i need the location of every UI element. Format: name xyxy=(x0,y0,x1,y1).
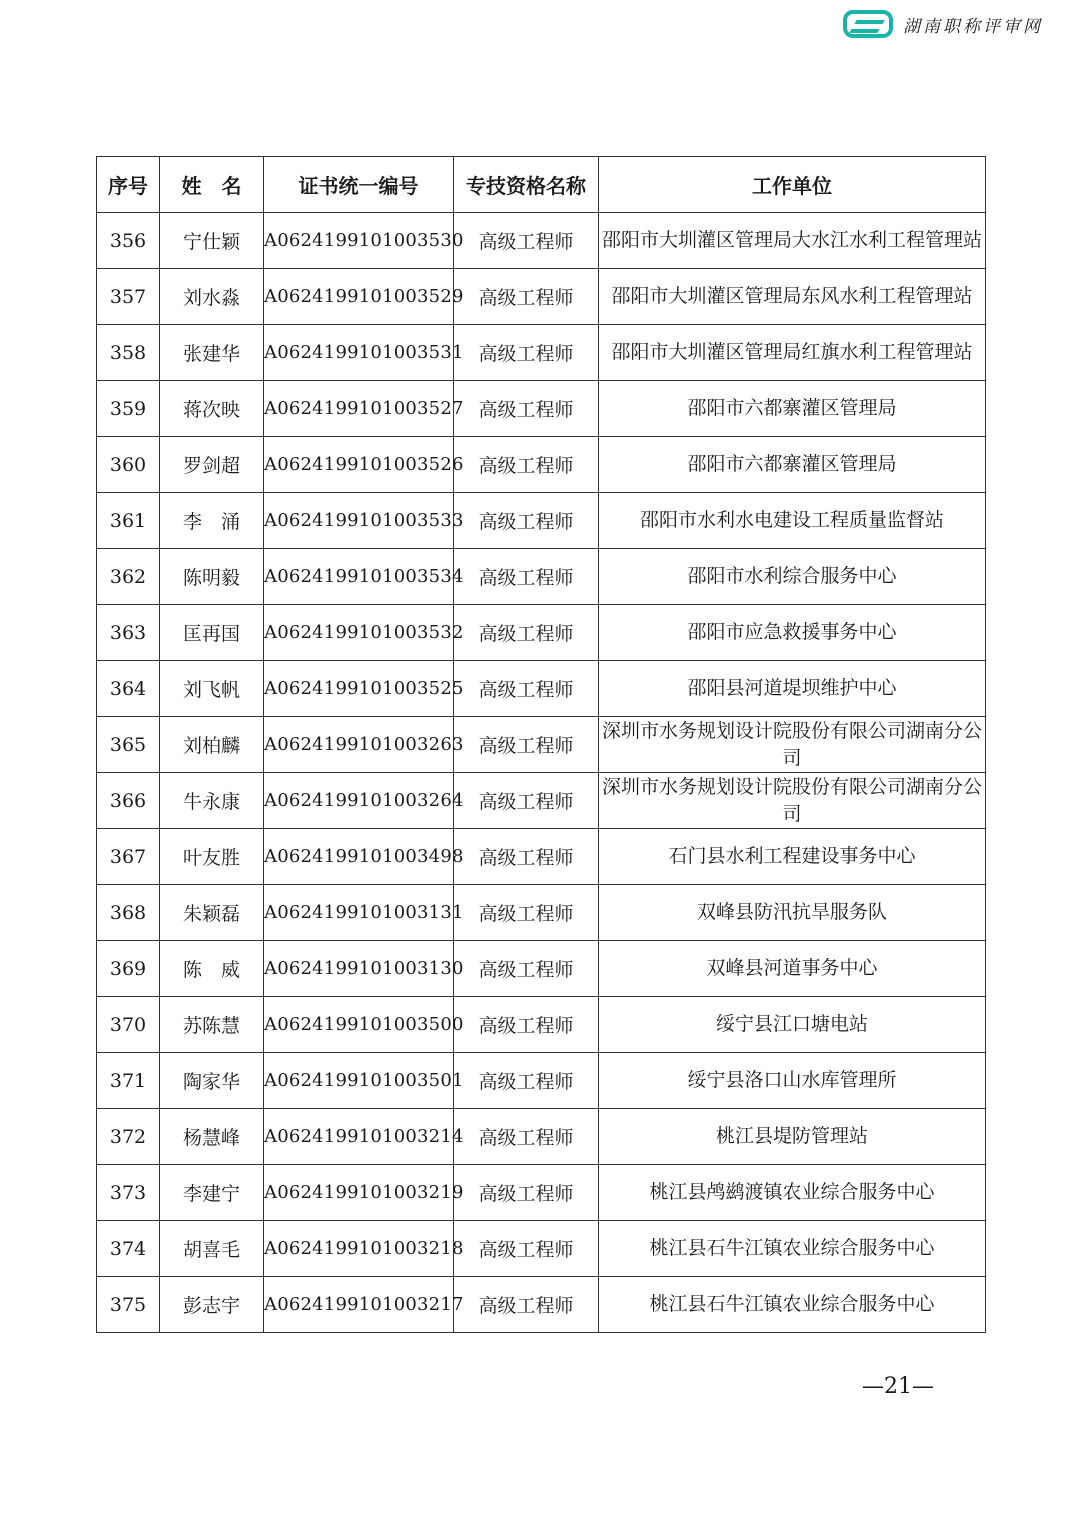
cell-cert-number: A0624199101003532 xyxy=(264,605,454,661)
logo-text: 湖南职称评审网 xyxy=(903,16,1043,37)
cell-name: 刘柏麟 xyxy=(160,717,264,773)
cell-name: 李建宁 xyxy=(160,1165,264,1221)
cell-cert-number: A0624199101003530 xyxy=(264,213,454,269)
cell-serial: 375 xyxy=(97,1277,160,1333)
cell-cert-number: A0624199101003529 xyxy=(264,269,454,325)
cell-qualification: 高级工程师 xyxy=(454,1221,599,1277)
table-row xyxy=(97,1221,986,1277)
cell-name: 宁仕颖 xyxy=(160,213,264,269)
cell-qualification: 高级工程师 xyxy=(454,773,599,829)
table-row xyxy=(97,437,986,493)
cell-serial: 370 xyxy=(97,997,160,1053)
cell-work-unit: 邵阳市水利水电建设工程质量监督站 xyxy=(599,493,986,549)
cell-work-unit: 深圳市水务规划设计院股份有限公司湖南分公司 xyxy=(599,773,986,829)
cell-serial: 362 xyxy=(97,549,160,605)
page-number: —21— xyxy=(862,1374,934,1399)
cell-work-unit: 邵阳市六都寨灌区管理局 xyxy=(599,381,986,437)
cell-work-unit: 邵阳市大圳灌区管理局大水江水利工程管理站 xyxy=(599,213,986,269)
cell-serial: 360 xyxy=(97,437,160,493)
table-row xyxy=(97,213,986,269)
cell-serial: 369 xyxy=(97,941,160,997)
table-row xyxy=(97,493,986,549)
cell-work-unit: 邵阳市大圳灌区管理局东风水利工程管理站 xyxy=(599,269,986,325)
cell-work-unit: 邵阳市水利综合服务中心 xyxy=(599,549,986,605)
cell-cert-number: A0624199101003531 xyxy=(264,325,454,381)
cell-name: 匡再国 xyxy=(160,605,264,661)
table-row xyxy=(97,549,986,605)
cell-work-unit: 邵阳县河道堤坝维护中心 xyxy=(599,661,986,717)
cell-work-unit: 双峰县防汛抗旱服务队 xyxy=(599,885,986,941)
table-row xyxy=(97,773,986,829)
cell-serial: 367 xyxy=(97,829,160,885)
cell-qualification: 高级工程师 xyxy=(454,1165,599,1221)
header-name: 姓 名 xyxy=(160,157,264,213)
cell-work-unit: 桃江县堤防管理站 xyxy=(599,1109,986,1165)
cell-work-unit: 绥宁县洛口山水库管理所 xyxy=(599,1053,986,1109)
cell-work-unit: 双峰县河道事务中心 xyxy=(599,941,986,997)
cell-name: 刘飞帆 xyxy=(160,661,264,717)
cell-qualification: 高级工程师 xyxy=(454,381,599,437)
site-logo xyxy=(843,8,1043,40)
table-header-row xyxy=(97,157,986,213)
table-row xyxy=(97,381,986,437)
cell-work-unit: 桃江县石牛江镇农业综合服务中心 xyxy=(599,1277,986,1333)
cell-work-unit: 邵阳市六都寨灌区管理局 xyxy=(599,437,986,493)
cell-cert-number: A0624199101003498 xyxy=(264,829,454,885)
header-qualification: 专技资格名称 xyxy=(454,157,599,213)
cell-cert-number: A0624199101003534 xyxy=(264,549,454,605)
cell-qualification: 高级工程师 xyxy=(454,325,599,381)
cell-name: 杨慧峰 xyxy=(160,1109,264,1165)
cell-cert-number: A0624199101003264 xyxy=(264,773,454,829)
cell-qualification: 高级工程师 xyxy=(454,1109,599,1165)
header-cert-number: 证书统一编号 xyxy=(264,157,454,213)
cell-qualification: 高级工程师 xyxy=(454,549,599,605)
table-body xyxy=(97,213,986,1333)
cell-work-unit: 绥宁县江口塘电站 xyxy=(599,997,986,1053)
cell-cert-number: A0624199101003131 xyxy=(264,885,454,941)
cell-qualification: 高级工程师 xyxy=(454,941,599,997)
cell-qualification: 高级工程师 xyxy=(454,493,599,549)
table-row xyxy=(97,1277,986,1333)
table-row xyxy=(97,997,986,1053)
cell-qualification: 高级工程师 xyxy=(454,829,599,885)
cell-work-unit: 邵阳市应急救援事务中心 xyxy=(599,605,986,661)
cell-serial: 373 xyxy=(97,1165,160,1221)
cell-serial: 364 xyxy=(97,661,160,717)
cell-qualification: 高级工程师 xyxy=(454,269,599,325)
cell-name: 陶家华 xyxy=(160,1053,264,1109)
cell-work-unit: 石门县水利工程建设事务中心 xyxy=(599,829,986,885)
cell-qualification: 高级工程师 xyxy=(454,1053,599,1109)
table-row xyxy=(97,885,986,941)
table-row xyxy=(97,1109,986,1165)
cell-cert-number: A0624199101003219 xyxy=(264,1165,454,1221)
cell-name: 苏陈慧 xyxy=(160,997,264,1053)
cell-cert-number: A0624199101003263 xyxy=(264,717,454,773)
table-row xyxy=(97,605,986,661)
cell-name: 朱颖磊 xyxy=(160,885,264,941)
cell-name: 李 涌 xyxy=(160,493,264,549)
cell-serial: 368 xyxy=(97,885,160,941)
table-row xyxy=(97,941,986,997)
cell-cert-number: A0624199101003526 xyxy=(264,437,454,493)
cell-serial: 371 xyxy=(97,1053,160,1109)
table-row xyxy=(97,661,986,717)
cell-name: 蒋次映 xyxy=(160,381,264,437)
cell-qualification: 高级工程师 xyxy=(454,885,599,941)
cell-cert-number: A0624199101003130 xyxy=(264,941,454,997)
cell-cert-number: A0624199101003501 xyxy=(264,1053,454,1109)
cell-qualification: 高级工程师 xyxy=(454,717,599,773)
logo-mark-icon xyxy=(843,10,893,38)
table-row xyxy=(97,717,986,773)
cell-serial: 358 xyxy=(97,325,160,381)
cell-name: 罗剑超 xyxy=(160,437,264,493)
cell-work-unit: 深圳市水务规划设计院股份有限公司湖南分公司 xyxy=(599,717,986,773)
cell-name: 彭志宇 xyxy=(160,1277,264,1333)
table-row xyxy=(97,1053,986,1109)
cell-work-unit: 桃江县鸬鹚渡镇农业综合服务中心 xyxy=(599,1165,986,1221)
header-serial: 序号 xyxy=(97,157,160,213)
cell-name: 陈明毅 xyxy=(160,549,264,605)
roster-table xyxy=(96,156,986,1333)
cell-name: 刘水淼 xyxy=(160,269,264,325)
table-row xyxy=(97,325,986,381)
cell-qualification: 高级工程师 xyxy=(454,1277,599,1333)
table-row xyxy=(97,1165,986,1221)
cell-qualification: 高级工程师 xyxy=(454,997,599,1053)
cell-qualification: 高级工程师 xyxy=(454,605,599,661)
cell-serial: 363 xyxy=(97,605,160,661)
table-row xyxy=(97,829,986,885)
cell-qualification: 高级工程师 xyxy=(454,213,599,269)
cell-work-unit: 邵阳市大圳灌区管理局红旗水利工程管理站 xyxy=(599,325,986,381)
cell-cert-number: A0624199101003217 xyxy=(264,1277,454,1333)
cell-name: 陈 威 xyxy=(160,941,264,997)
cell-serial: 357 xyxy=(97,269,160,325)
cell-serial: 356 xyxy=(97,213,160,269)
header-work-unit: 工作单位 xyxy=(599,157,986,213)
cell-qualification: 高级工程师 xyxy=(454,661,599,717)
cell-name: 叶友胜 xyxy=(160,829,264,885)
cell-serial: 365 xyxy=(97,717,160,773)
cell-name: 张建华 xyxy=(160,325,264,381)
table-row xyxy=(97,269,986,325)
cell-cert-number: A0624199101003500 xyxy=(264,997,454,1053)
cell-serial: 359 xyxy=(97,381,160,437)
cell-qualification: 高级工程师 xyxy=(454,437,599,493)
cell-cert-number: A0624199101003525 xyxy=(264,661,454,717)
cell-cert-number: A0624199101003527 xyxy=(264,381,454,437)
cell-cert-number: A0624199101003218 xyxy=(264,1221,454,1277)
cell-serial: 372 xyxy=(97,1109,160,1165)
cell-cert-number: A0624199101003214 xyxy=(264,1109,454,1165)
cell-serial: 366 xyxy=(97,773,160,829)
cell-name: 胡喜毛 xyxy=(160,1221,264,1277)
cell-serial: 374 xyxy=(97,1221,160,1277)
cell-work-unit: 桃江县石牛江镇农业综合服务中心 xyxy=(599,1221,986,1277)
cell-cert-number: A0624199101003533 xyxy=(264,493,454,549)
cell-name: 牛永康 xyxy=(160,773,264,829)
cell-serial: 361 xyxy=(97,493,160,549)
